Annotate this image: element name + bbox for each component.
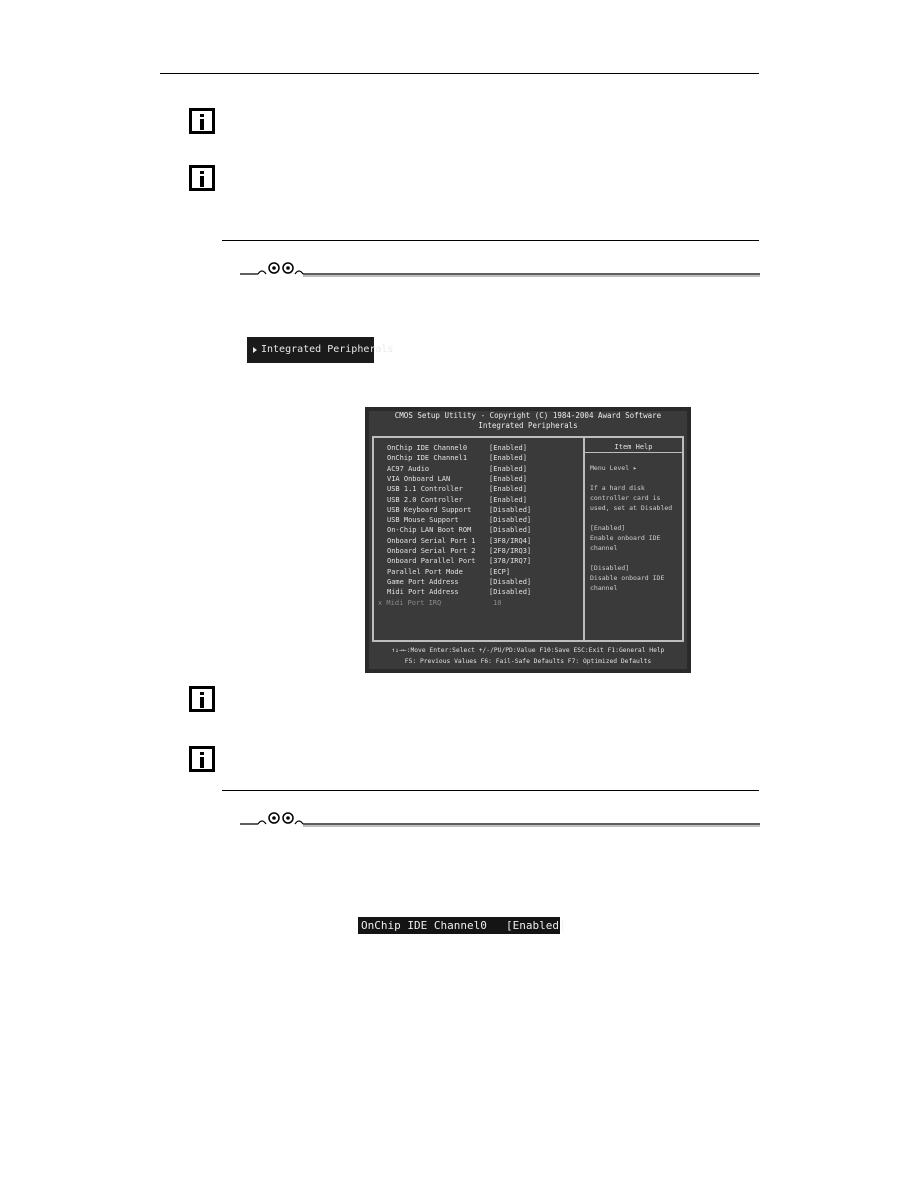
help-line: used, set at Disabled bbox=[590, 504, 673, 512]
help-line: channel bbox=[590, 584, 618, 592]
menu-item-label: Integrated Peripherals bbox=[261, 344, 394, 355]
help-line: If a hard disk bbox=[590, 484, 645, 492]
help-line: [Enabled] bbox=[590, 524, 626, 532]
bios-screenshot: CMOS Setup Utility - Copyright (C) 1984-2004 Award Software Integrated Peripherals OnChip IDE Channel0 [Enabled] OnChip IDE Channel1 [Enabled] AC97 Audio [Enabled] VIA Onboard LAN [Enabled] USB 1.1 Controller [Enabled] USB 2.0 Controller [Enabled] USB Keyboard Support [Disabled] USB Mouse Support [Disabled] On-Chip LAN Boot ROM [Disabled] Onboard Serial Port 1 [3F8/IRQ4] Onboard Serial Port 2 [2F8/IRQ3] Onboard Parallel Port [378/IRQ7] Parallel Port Mode [ECP] Game Port Address [Disabled] Midi Port Address [Disabled] x Midi Port IRQ 10 Item Help Menu Level ▸ If a hard disk controller card is used, set at Disabled [Enabled] Enable onboard IDE channel [Disabled] Disable onboard IDE channel ↑↓→←:Move Enter:Select +/-/PU/PD:Value F10:Save ESC:Exit F1:General Help F5: Previous Values F6: Fail-Safe Defaults F7: Optimized Defaults bbox=[365, 407, 691, 673]
bios-row-snippet bbox=[358, 917, 566, 934]
ornament-divider bbox=[240, 810, 760, 828]
bios-subtitle: Integrated Peripherals bbox=[478, 421, 578, 430]
bios-footer-defaults: F5: Previous Values F6: Fail-Safe Defaults F7: Optimized Defaults bbox=[404, 658, 652, 665]
info-icon bbox=[189, 746, 215, 772]
help-title: Item Help bbox=[614, 443, 653, 451]
section-rule bbox=[222, 790, 759, 791]
help-line: channel bbox=[590, 544, 618, 552]
help-line: Disable onboard IDE bbox=[590, 574, 665, 582]
bios-title: CMOS Setup Utility - Copyright (C) 1984-2004 Award Software bbox=[394, 411, 662, 420]
help-line: Enable onboard IDE bbox=[590, 534, 661, 542]
bios-divider bbox=[583, 436, 585, 642]
bios-menu-item-snippet bbox=[247, 337, 394, 363]
section-rule bbox=[222, 240, 759, 241]
info-icon bbox=[189, 165, 215, 191]
ornament-divider bbox=[240, 260, 760, 278]
top-rule bbox=[160, 73, 759, 74]
info-icon bbox=[189, 108, 215, 134]
row-snippet-label: OnChip IDE Channel0 bbox=[361, 919, 487, 932]
help-separator bbox=[585, 452, 682, 453]
info-icon bbox=[189, 686, 215, 712]
triangle-right-icon bbox=[253, 347, 257, 353]
bios-footer-keys: ↑↓→←:Move Enter:Select +/-/PU/PD:Value F10:Save ESC:Exit F1:General Help bbox=[391, 647, 665, 654]
row-snippet-value: [Enabled] bbox=[506, 919, 566, 932]
help-line: [Disabled] bbox=[590, 564, 630, 572]
help-menu-level: Menu Level ▸ bbox=[590, 464, 637, 472]
help-line: controller card is bbox=[590, 494, 661, 502]
